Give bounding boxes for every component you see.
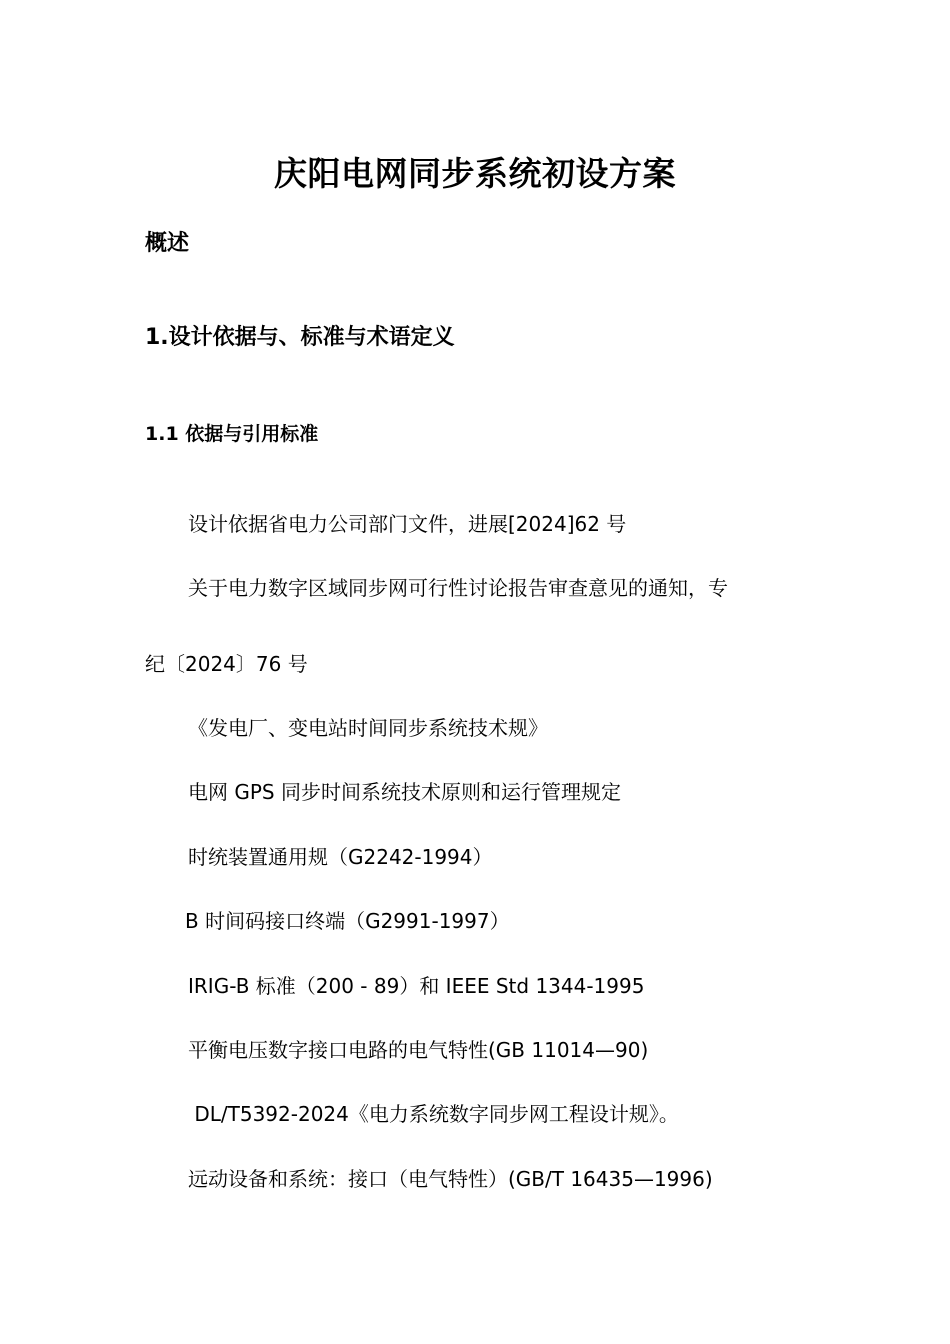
reference-line: 远动设备和系统：接口（电气特性）(GB/T 16435—1996) [188, 1167, 713, 1191]
reference-line: 电网 GPS 同步时间系统技术原则和运行管理规定 [188, 780, 621, 804]
reference-line: DL/T5392-2024《电力系统数字同步网工程设计规》。 [188, 1102, 679, 1126]
reference-line: IRIG-B 标准（200 - 89）和 IEEE Std 1344-1995 [188, 974, 645, 998]
reference-line: B 时间码接口终端（G2991-1997） [185, 909, 510, 933]
section-1-1-heading: 1.1 依据与引用标准 [145, 423, 319, 445]
reference-line: 平衡电压数字接口电路的电气特性(GB 11014—90) [188, 1038, 649, 1062]
reference-line: 时统装置通用规（G2242-1994） [188, 845, 493, 869]
reference-line: 《发电厂、变电站时间同步系统技术规》 [188, 716, 548, 740]
document-title: 庆阳电网同步系统初设方案 [274, 154, 676, 193]
reference-line: 设计依据省电力公司部门文件，进展[2024]62 号 [188, 512, 627, 536]
section-1-heading: 1.设计依据与、标准与术语定义 [145, 325, 455, 350]
reference-line: 纪〔2024〕76 号 [145, 652, 308, 676]
reference-line: 关于电力数字区域同步网可行性讨论报告审查意见的通知，专 [188, 576, 728, 600]
overview-heading: 概述 [145, 231, 190, 256]
